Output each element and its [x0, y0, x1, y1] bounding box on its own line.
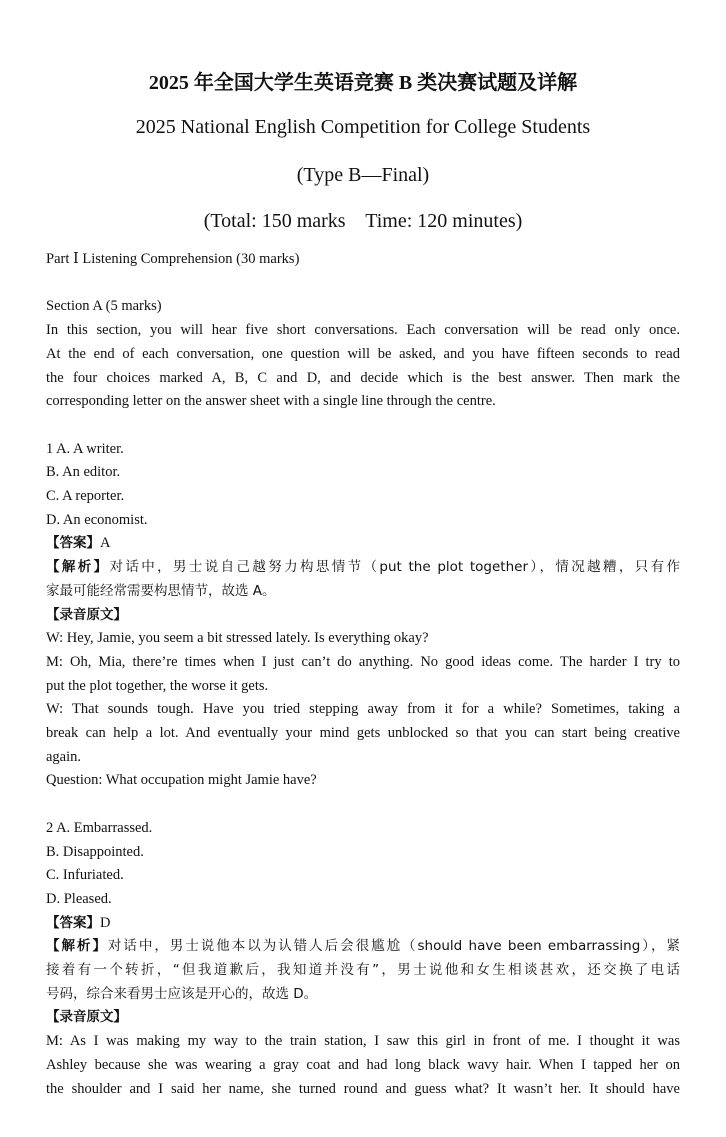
q1-question: Question: What occupation might Jamie have?	[46, 772, 317, 789]
section-heading: Section A (5 marks)	[46, 298, 162, 315]
q2-option: 2 A. Embarrassed.	[46, 819, 153, 836]
instruction-line: corresponding letter on the answer sheet with a single line through the centre.	[46, 393, 496, 410]
part-heading: Part Ⅰ Listening Comprehension (30 marks)	[46, 251, 300, 267]
q1-option: B. An editor.	[46, 464, 121, 481]
q2-analysis	[46, 935, 680, 959]
transcript-line: break can help a lot. And eventually your mind gets unblocked so that you can start being creative	[46, 725, 680, 742]
exam-time: Time: 120 minutes)	[365, 210, 523, 232]
q2-option: B. Disappointed.	[46, 843, 144, 860]
q2-answer	[46, 912, 680, 936]
analysis-text: 对话中，男士说他本以为认错人后会很尴尬（should have been embarrassing），紧	[107, 938, 680, 955]
transcript-line: the shoulder and I said her name, she turned round and guess what? It wasn’t her. It should have	[46, 1080, 680, 1097]
answer-label: 【答案】	[46, 914, 100, 931]
document-title-chinese: 2025 年全国大学生英语竞赛 B 类决赛试题及详解	[148, 72, 578, 94]
q1-answer	[46, 532, 680, 556]
q2-option: D. Pleased.	[46, 890, 112, 907]
document-title-english: 2025 National English Competition for College Students	[135, 116, 591, 138]
q1-analysis	[46, 556, 680, 580]
q1-option: C. A reporter.	[46, 488, 125, 504]
q1-option: 1 A. A writer.	[46, 440, 124, 457]
q2-transcript-label: 【录音原文】	[46, 1009, 127, 1026]
transcript-line: M: Oh, Mia, there’re times when I just can’t do anything. No good ideas come. The harder I try to	[46, 653, 680, 670]
q1-option: D. An economist.	[46, 511, 148, 528]
transcript-line: M: As I was making my way to the train station, I saw this girl in front of me. I thought it was	[46, 1033, 680, 1050]
document-page	[46, 0, 680, 1101]
answer-label: 【答案】	[46, 535, 100, 552]
transcript-line: again.	[46, 748, 82, 765]
answer-value: A	[100, 535, 111, 552]
exam-meta	[46, 208, 680, 234]
q2-analysis-cont: 接着有一个转折，“但我道歉后，我知道并没有”，男士说他和女生相谈甚欢，还交换了电话	[46, 962, 680, 979]
transcript-line: Ashley because she was wearing a gray coat and had long black wavy hair. When I tapped her on	[46, 1056, 680, 1073]
instruction-line: At the end of each conversation, one question will be asked, and you have fifteen seconds to read	[46, 345, 680, 362]
instruction-line: In this section, you will hear five short conversations. Each conversation will be read only once.	[46, 322, 680, 339]
analysis-label: 【解析】	[46, 559, 110, 576]
analysis-text: 对话中，男士说自己越努力构思情节（put the plot together），情况越糟，只有作	[109, 559, 681, 576]
q1-transcript-label: 【录音原文】	[46, 606, 127, 623]
total-marks: (Total: 150 marks	[203, 210, 346, 232]
analysis-label: 【解析】	[46, 938, 108, 955]
q2-option: C. Infuriated.	[46, 867, 124, 884]
transcript-line: put the plot together, the worse it gets.	[46, 677, 269, 694]
exam-type: (Type B—Final)	[296, 164, 430, 186]
q2-analysis-cont: 号码，综合来看男士应该是开心的，故选 D。	[46, 985, 318, 1002]
transcript-line: W: Hey, Jamie, you seem a bit stressed lately. Is everything okay?	[46, 630, 429, 647]
answer-value: D	[100, 914, 111, 931]
transcript-line: W: That sounds tough. Have you tried stepping away from it for a while? Sometimes, taking a	[46, 701, 680, 718]
q1-analysis-cont: 家最可能经常需要构思情节，故选 A。	[46, 582, 276, 599]
instruction-line: the four choices marked A, B, C and D, and decide which is the best answer. Then mark the	[46, 369, 680, 386]
